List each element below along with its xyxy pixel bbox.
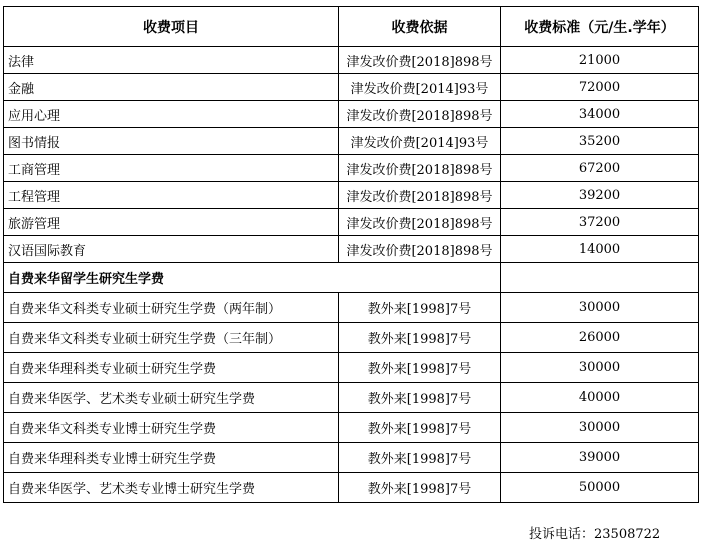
fee-amount: 39000 [501, 443, 699, 473]
fee-amount: 35200 [501, 128, 699, 155]
header-row [4, 7, 699, 47]
fee-basis: 津发改价费[2018]898号 [339, 209, 501, 236]
item-name: 图书情报 [4, 128, 339, 155]
table-row [4, 323, 699, 353]
fee-amount: 30000 [501, 293, 699, 323]
fee-table [3, 6, 699, 503]
item-name: 自费来华文科类专业博士研究生学费 [4, 413, 339, 443]
table-row [4, 236, 699, 263]
fee-amount: 30000 [501, 353, 699, 383]
fee-amount: 67200 [501, 155, 699, 182]
fee-basis: 津发改价费[2018]898号 [339, 182, 501, 209]
table-row [4, 47, 699, 74]
fee-amount: 72000 [501, 74, 699, 101]
table-row [4, 353, 699, 383]
item-name: 工程管理 [4, 182, 339, 209]
item-name: 自费来华医学、艺术类专业博士研究生学费 [4, 473, 339, 503]
fee-basis: 津发改价费[2018]898号 [339, 47, 501, 74]
table-row [4, 209, 699, 236]
header-basis: 收费依据 [339, 7, 501, 47]
table-row [4, 293, 699, 323]
item-name: 自费来华理科类专业博士研究生学费 [4, 443, 339, 473]
fee-basis: 教外来[1998]7号 [339, 293, 501, 323]
item-name: 自费来华文科类专业硕士研究生学费（两年制） [4, 293, 339, 323]
fee-amount: 30000 [501, 413, 699, 443]
fee-amount: 39200 [501, 182, 699, 209]
item-name: 工商管理 [4, 155, 339, 182]
table-row [4, 101, 699, 128]
item-name: 应用心理 [4, 101, 339, 128]
fee-basis: 教外来[1998]7号 [339, 473, 501, 503]
table-row [4, 74, 699, 101]
fee-basis: 教外来[1998]7号 [339, 353, 501, 383]
table-row [4, 383, 699, 413]
fee-amount: 21000 [501, 47, 699, 74]
item-name: 汉语国际教育 [4, 236, 339, 263]
item-name: 旅游管理 [4, 209, 339, 236]
table-row [4, 128, 699, 155]
fee-amount: 14000 [501, 236, 699, 263]
header-standard: 收费标准（元/生.学年） [501, 7, 699, 47]
section-title: 自费来华留学生研究生学费 [4, 263, 501, 293]
table-row [4, 155, 699, 182]
section-empty-cell [501, 263, 699, 293]
fee-table-body [4, 7, 699, 503]
item-name: 自费来华理科类专业硕士研究生学费 [4, 353, 339, 383]
table-row [4, 443, 699, 473]
fee-amount: 34000 [501, 101, 699, 128]
item-name: 自费来华医学、艺术类专业硕士研究生学费 [4, 383, 339, 413]
item-name: 法律 [4, 47, 339, 74]
fee-basis: 津发改价费[2014]93号 [339, 128, 501, 155]
fee-basis: 津发改价费[2014]93号 [339, 74, 501, 101]
item-name: 自费来华文科类专业硕士研究生学费（三年制） [4, 323, 339, 353]
fee-basis: 教外来[1998]7号 [339, 383, 501, 413]
fee-amount: 50000 [501, 473, 699, 503]
fee-amount: 40000 [501, 383, 699, 413]
fee-basis: 教外来[1998]7号 [339, 323, 501, 353]
table-row [4, 182, 699, 209]
fee-amount: 26000 [501, 323, 699, 353]
fee-basis: 教外来[1998]7号 [339, 413, 501, 443]
fee-basis: 津发改价费[2018]898号 [339, 101, 501, 128]
fee-amount: 37200 [501, 209, 699, 236]
fee-basis: 教外来[1998]7号 [339, 443, 501, 473]
item-name: 金融 [4, 74, 339, 101]
table-row [4, 413, 699, 443]
fee-basis: 津发改价费[2018]898号 [339, 236, 501, 263]
table-row [4, 473, 699, 503]
complaint-phone: 投诉电话：23508722 [529, 527, 661, 542]
header-item: 收费项目 [4, 7, 339, 47]
section-header-row [4, 263, 699, 293]
fee-basis: 津发改价费[2018]898号 [339, 155, 501, 182]
